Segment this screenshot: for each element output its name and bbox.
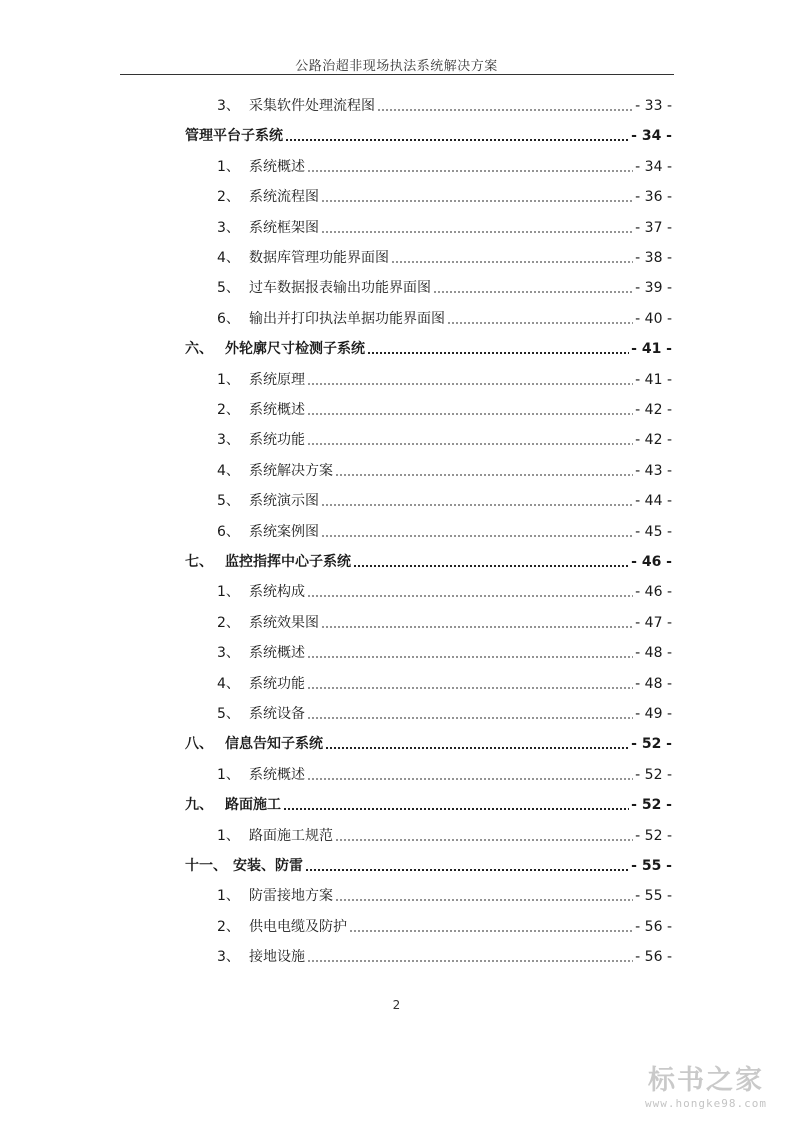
toc-entry-number: 4、 — [217, 250, 240, 266]
toc-dot-leader — [335, 474, 633, 476]
toc-entry-page: - 52 - — [631, 736, 672, 753]
toc-entry-number: 1、 — [217, 766, 240, 783]
toc-dot-leader — [367, 352, 629, 354]
toc-entry-title: 路面施工 — [225, 797, 281, 814]
watermark-logo — [631, 1065, 781, 1111]
toc-section-entry[interactable] — [217, 701, 672, 723]
toc-entry-number: 2、 — [217, 189, 240, 206]
toc-entry-page: - 52 - — [635, 827, 672, 844]
toc-section-entry[interactable] — [217, 367, 672, 389]
running-header: 公路治超非现场执法系统解决方案 — [295, 59, 498, 74]
toc-dot-leader — [335, 899, 633, 901]
toc-dot-leader — [307, 443, 633, 445]
toc-entry-number: 2、 — [217, 402, 240, 418]
toc-entry-page: - 43 - — [635, 462, 672, 479]
toc-dot-leader — [433, 291, 633, 293]
toc-dot-leader — [349, 930, 633, 932]
toc-section-entry[interactable] — [217, 914, 672, 936]
toc-entry-page: - 55 - — [635, 888, 672, 905]
toc-entry-page: - 48 - — [635, 675, 672, 692]
toc-dot-leader — [307, 656, 633, 658]
toc-entry-page: - 34 - — [635, 158, 672, 175]
toc-entry-title: 防雷接地方案 — [249, 888, 333, 905]
toc-section-entry[interactable] — [217, 275, 672, 297]
toc-dot-leader — [321, 504, 633, 506]
toc-entry-title: 路面施工规范 — [249, 827, 333, 844]
toc-dot-leader — [305, 869, 629, 871]
toc-entry-title: 安装、防雷 — [233, 858, 303, 874]
toc-dot-leader — [307, 778, 633, 780]
watermark-title: 标书之家 — [648, 1065, 764, 1096]
toc-entry-page: - 41 - — [635, 371, 672, 388]
watermark-url: www.hongke98.com — [645, 1097, 767, 1110]
toc-entry-page: - 56 - — [635, 918, 672, 935]
toc-dot-leader — [335, 839, 633, 841]
toc-entry-number: 1、 — [217, 371, 240, 388]
toc-entry-number: 十一、 — [185, 858, 227, 874]
toc-section-entry[interactable] — [217, 488, 672, 510]
toc-entry-number: 1、 — [217, 888, 240, 905]
toc-dot-leader — [307, 687, 633, 689]
toc-entry-page: - 46 - — [631, 554, 672, 570]
toc-entry-number: 九、 — [185, 797, 213, 814]
toc-entry-number: 七、 — [185, 554, 213, 570]
toc-dot-leader — [307, 595, 633, 597]
toc-entry-page: - 55 - — [631, 858, 672, 874]
toc-entry-number: 2、 — [217, 918, 240, 935]
toc-entry-title: 系统功能 — [249, 675, 305, 692]
toc-entry-page: - 37 - — [635, 219, 672, 236]
toc-entry-title: 输出并打印执法单据功能界面图 — [249, 310, 445, 327]
toc-dot-leader — [307, 960, 633, 962]
toc-entry-title: 系统原理 — [249, 371, 305, 388]
toc-entry-number: 3、 — [217, 98, 240, 114]
toc-entry-title: 数据库管理功能界面图 — [249, 250, 389, 266]
toc-entry-page: - 42 - — [635, 432, 672, 449]
toc-entry-number: 6、 — [217, 523, 240, 540]
toc-entry-number: 5、 — [217, 280, 240, 297]
toc-section-entry[interactable] — [217, 93, 672, 115]
header-divider — [120, 74, 674, 75]
toc-entry-title: 信息告知子系统 — [225, 736, 323, 753]
toc-section-entry[interactable] — [217, 640, 672, 662]
toc-entry-title: 监控指挥中心子系统 — [225, 554, 351, 570]
toc-dot-leader — [307, 717, 633, 719]
toc-entry-number: 3、 — [217, 645, 240, 662]
toc-section-entry[interactable] — [217, 610, 672, 632]
toc-entry-title: 系统解决方案 — [249, 462, 333, 479]
toc-dot-leader — [391, 261, 633, 263]
toc-section-entry[interactable] — [217, 458, 672, 480]
toc-entry-title: 系统构成 — [249, 584, 305, 601]
toc-entry-number: 1、 — [217, 827, 240, 844]
toc-entry-page: - 38 - — [635, 250, 672, 266]
toc-section-entry[interactable] — [217, 427, 672, 449]
toc-entry-page: - 52 - — [635, 766, 672, 783]
toc-entry-page: - 42 - — [635, 402, 672, 418]
toc-entry-number: 1、 — [217, 584, 240, 601]
toc-entry-page: - 34 - — [631, 128, 672, 145]
toc-section-entry[interactable] — [217, 245, 672, 267]
toc-entry-title: 系统功能 — [249, 432, 305, 449]
toc-entry-page: - 40 - — [635, 310, 672, 327]
toc-dot-leader — [283, 808, 629, 810]
toc-section-entry[interactable] — [217, 519, 672, 541]
toc-entry-title: 系统概述 — [249, 645, 305, 662]
toc-section-entry[interactable] — [217, 397, 672, 419]
toc-dot-leader — [321, 626, 633, 628]
toc-dot-leader — [377, 109, 633, 111]
toc-dot-leader — [321, 535, 633, 537]
toc-entry-page: - 44 - — [635, 493, 672, 510]
toc-dot-leader — [307, 413, 633, 415]
toc-entry-title: 采集软件处理流程图 — [249, 98, 375, 114]
toc-section-entry[interactable] — [217, 944, 672, 966]
toc-entry-page: - 41 - — [631, 341, 672, 358]
toc-chapter-entry[interactable] — [185, 731, 672, 753]
toc-section-entry[interactable] — [217, 883, 672, 905]
toc-entry-page: - 49 - — [635, 706, 672, 722]
toc-entry-title: 接地设施 — [249, 949, 305, 966]
toc-entry-page: - 56 - — [635, 949, 672, 966]
toc-entry-number: 5、 — [217, 706, 240, 722]
toc-section-entry[interactable] — [217, 184, 672, 206]
toc-entry-title: 供电电缆及防护 — [249, 918, 347, 935]
toc-dot-leader — [325, 747, 629, 749]
toc-entry-title: 系统设备 — [249, 706, 305, 722]
toc-entry-title: 系统效果图 — [249, 614, 319, 631]
toc-entry-title: 系统概述 — [249, 158, 305, 175]
toc-entry-page: - 47 - — [635, 614, 672, 631]
toc-entry-title: 系统概述 — [249, 766, 305, 783]
toc-dot-leader — [321, 200, 633, 202]
toc-entry-number: 六、 — [185, 341, 213, 358]
toc-entry-page: - 46 - — [635, 584, 672, 601]
toc-section-entry[interactable] — [217, 671, 672, 693]
toc-entry-page: - 39 - — [635, 280, 672, 297]
toc-dot-leader — [307, 170, 633, 172]
toc-entry-number: 3、 — [217, 949, 240, 966]
toc-entry-title: 管理平台子系统 — [185, 128, 283, 145]
toc-dot-leader — [307, 383, 633, 385]
toc-dot-leader — [353, 565, 629, 567]
toc-entry-number: 5、 — [217, 493, 240, 510]
toc-chapter-entry[interactable] — [185, 123, 672, 145]
toc-entry-number: 八、 — [185, 736, 213, 753]
toc-entry-title: 外轮廓尺寸检测子系统 — [225, 341, 365, 358]
toc-dot-leader — [285, 139, 629, 141]
toc-section-entry[interactable] — [217, 215, 672, 237]
toc-entry-title: 系统概述 — [249, 402, 305, 418]
toc-entry-number: 2、 — [217, 614, 240, 631]
toc-entry-title: 系统演示图 — [249, 493, 319, 510]
toc-dot-leader — [321, 231, 633, 233]
toc-section-entry[interactable] — [217, 579, 672, 601]
toc-entry-number: 4、 — [217, 462, 240, 479]
toc-entry-title: 系统流程图 — [249, 189, 319, 206]
toc-entry-title: 系统案例图 — [249, 523, 319, 540]
toc-entry-page: - 52 - — [631, 797, 672, 814]
toc-dot-leader — [447, 322, 633, 324]
toc-entry-page: - 45 - — [635, 523, 672, 540]
toc-chapter-entry[interactable] — [185, 853, 672, 875]
toc-section-entry[interactable] — [217, 154, 672, 176]
toc-entry-page: - 33 - — [635, 98, 672, 114]
toc-entry-number: 4、 — [217, 675, 240, 692]
toc-entry-title: 系统框架图 — [249, 219, 319, 236]
toc-entry-page: - 36 - — [635, 189, 672, 206]
toc-section-entry[interactable] — [217, 762, 672, 784]
toc-chapter-entry[interactable] — [185, 336, 672, 358]
toc-section-entry[interactable] — [217, 306, 672, 328]
page-number: 2 — [392, 998, 401, 1012]
toc-chapter-entry[interactable] — [185, 792, 672, 814]
toc-entry-number: 6、 — [217, 310, 240, 327]
toc-section-entry[interactable] — [217, 823, 672, 845]
toc-entry-number: 3、 — [217, 432, 240, 449]
toc-entry-title: 过车数据报表输出功能界面图 — [249, 280, 431, 297]
toc-entry-number: 3、 — [217, 219, 240, 236]
toc-entry-page: - 48 - — [635, 645, 672, 662]
toc-entry-number: 1、 — [217, 158, 240, 175]
toc-chapter-entry[interactable] — [185, 549, 672, 571]
